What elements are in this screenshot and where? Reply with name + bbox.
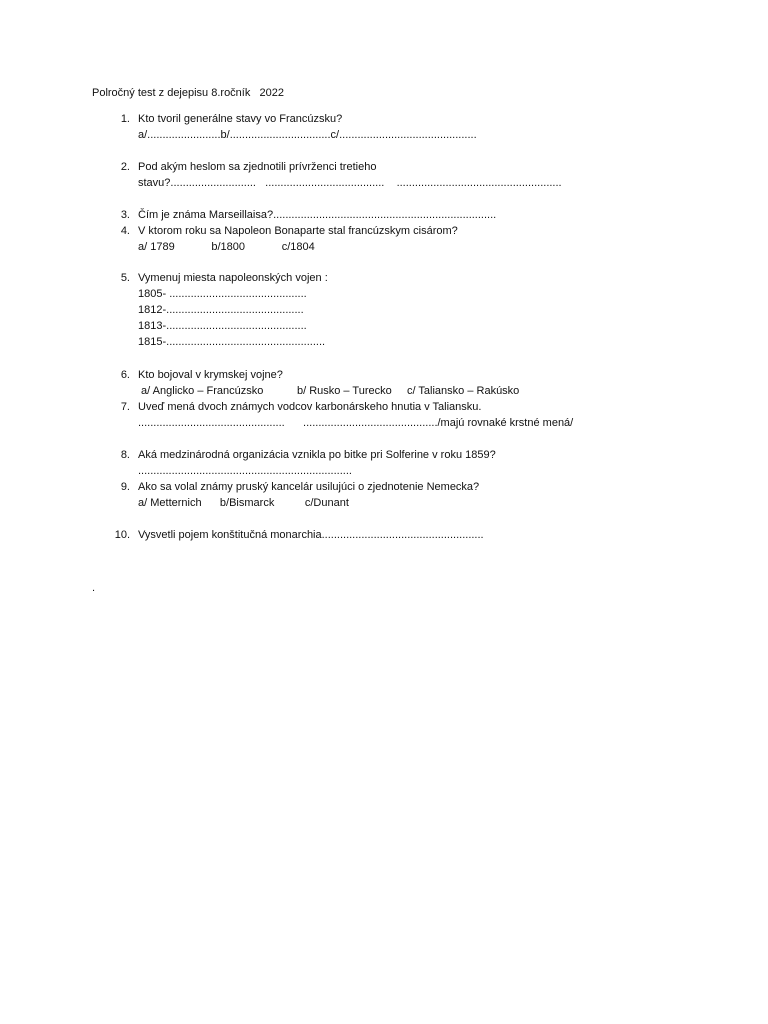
answer-line: ...................................................................... [138,465,352,477]
question-5 [92,270,652,350]
answer-line: 1812-............................................. [138,304,304,316]
question-number: 2. [120,161,130,173]
question-text: Ako sa volal známy pruský kancelár usilujúci o zjednotenie Nemecka? [138,481,480,493]
question-number: 1. [120,113,130,125]
answer-line: stavu?............................ ....................................... ...................................................... [138,177,562,189]
question-7 [92,399,652,431]
answer-options: a/ Anglicko – Francúzsko b/ Rusko – Turecko c/ Taliansko – Rakúsko [138,385,520,397]
question-3 [92,207,652,223]
question-number: 5. [120,272,130,284]
answer-line: 1815-.................................................... [138,336,326,348]
question-9 [92,479,652,511]
question-text: Aká medzinárodná organizácia vznikla po bitke pri Solferine v roku 1859? [138,449,496,461]
question-number: 6. [120,369,130,381]
question-number: 8. [120,449,130,461]
answer-options: a/ Metternich b/Bismarck c/Dunant [138,497,349,509]
question-text: V ktorom roku sa Napoleon Bonaparte stal francúzskym cisárom? [138,225,458,237]
question-4 [92,223,652,255]
question-number: 3. [120,209,130,221]
answer-line: 1805- ............................................. [138,288,307,300]
question-8 [92,447,652,479]
page-title: Polročný test z dejepisu 8.ročník 2022 [92,87,284,99]
question-text: Vysvetli pojem konštitučná monarchia..................................................... [138,529,484,541]
question-text: Kto tvoril generálne stavy vo Francúzsku? [138,113,343,125]
question-10 [92,527,652,543]
question-2 [92,159,652,191]
question-text: Čím je známa Marseillaisa?......................................................................... [138,209,497,221]
answer-line: a/........................b/.................................c/............................................. [138,129,477,141]
question-number: 4. [120,225,130,237]
footer-mark: . [92,582,96,594]
answer-line: ................................................ ............................................/majú rovnaké krstné mená/ [138,417,574,429]
question-text: Pod akým heslom sa zjednotili prívrženci tretieho [138,161,377,173]
question-1 [92,111,652,143]
answer-line: 1813-.............................................. [138,320,307,332]
answer-options: a/ 1789 b/1800 c/1804 [138,241,315,253]
question-number: 9. [120,481,130,493]
question-text: Uveď mená dvoch známych vodcov karbonárskeho hnutia v Taliansku. [138,401,482,413]
question-number: 10. [114,529,130,541]
question-6 [92,367,652,399]
question-text: Vymenuj miesta napoleonských vojen : [138,272,328,284]
question-text: Kto bojoval v krymskej vojne? [138,369,283,381]
question-number: 7. [120,401,130,413]
